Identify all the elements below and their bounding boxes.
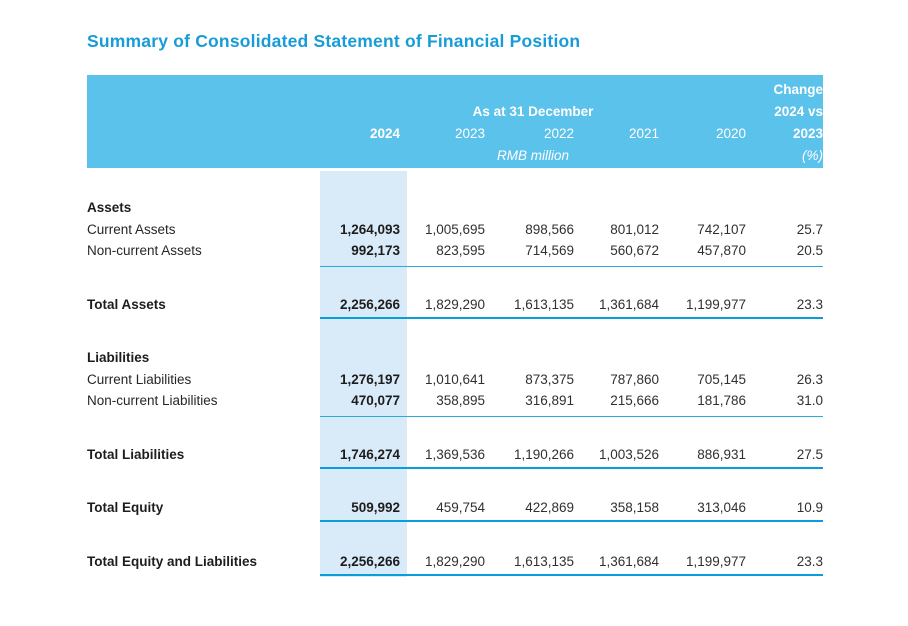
value-2024: 992,173 xyxy=(351,243,400,258)
table-header-band xyxy=(87,75,823,168)
value-change: 23.3 xyxy=(796,296,823,312)
value-2024: 1,264,093 xyxy=(339,221,400,237)
value-2021: 1,361,684 xyxy=(598,296,659,312)
row-non-current-liabilities xyxy=(87,390,823,411)
value-change: 26.3 xyxy=(796,371,823,387)
value-2021: 801,012 xyxy=(610,221,659,237)
header-percent-label: (%) xyxy=(802,147,823,163)
row-total-liabilities xyxy=(87,443,823,465)
value-2021: 215,666 xyxy=(610,393,659,408)
value-2022: 873,375 xyxy=(525,371,574,387)
value-2020: 705,145 xyxy=(697,371,746,387)
value-change: 25.7 xyxy=(796,221,823,237)
rule-thin xyxy=(320,266,823,267)
header-row-span xyxy=(87,100,823,122)
row-label: Current Assets xyxy=(87,221,176,237)
row-non-current-assets xyxy=(87,240,823,261)
value-2020: 457,870 xyxy=(697,243,746,258)
header-year-2024: 2024 xyxy=(369,125,400,141)
value-2022: 1,613,135 xyxy=(513,296,574,312)
header-row-change xyxy=(87,78,823,100)
value-2022: 316,891 xyxy=(525,393,574,408)
rule-thick xyxy=(320,520,823,522)
row-liabilities-section xyxy=(87,346,823,368)
row-label: Total Assets xyxy=(87,296,166,312)
value-2020: 181,786 xyxy=(697,393,746,408)
value-change: 31.0 xyxy=(796,393,823,408)
header-year-2021: 2021 xyxy=(628,125,659,141)
value-2021: 358,158 xyxy=(610,499,659,515)
header-year-2022: 2022 xyxy=(543,125,574,141)
page-title: Summary of Consolidated Statement of Financial Position xyxy=(87,31,581,51)
header-unit-label: RMB million xyxy=(496,147,569,163)
row-label: Non-current Assets xyxy=(87,243,202,258)
header-change-label: Change xyxy=(773,81,823,97)
value-2020: 886,931 xyxy=(697,446,746,462)
value-2022: 1,190,266 xyxy=(513,446,574,462)
row-label: Current Liabilities xyxy=(87,371,192,387)
value-2024: 1,276,197 xyxy=(339,371,400,387)
row-assets-section xyxy=(87,196,823,218)
value-2020: 1,199,977 xyxy=(685,296,746,312)
value-2024: 470,077 xyxy=(351,393,400,408)
value-2021: 787,860 xyxy=(610,371,659,387)
value-2021: 1,003,526 xyxy=(598,446,659,462)
row-label: Total Equity and Liabilities xyxy=(87,553,258,569)
value-2021: 560,672 xyxy=(610,243,659,258)
table-body xyxy=(87,168,823,576)
header-as-at-label: As at 31 December xyxy=(472,103,594,119)
rule-thick xyxy=(320,574,823,576)
value-change: 27.5 xyxy=(796,446,823,462)
value-change: 20.5 xyxy=(796,243,823,258)
value-2022: 422,869 xyxy=(525,499,574,515)
section-label: Liabilities xyxy=(87,349,150,365)
value-change: 23.3 xyxy=(796,553,823,569)
value-2024: 2,256,266 xyxy=(339,296,400,312)
financial-position-table xyxy=(87,75,823,576)
row-total-equity xyxy=(87,496,823,518)
rule-thick xyxy=(320,317,823,319)
value-2023: 823,595 xyxy=(436,243,485,258)
row-current-assets xyxy=(87,218,823,240)
rule-thick xyxy=(320,467,823,469)
value-2023: 1,369,536 xyxy=(424,446,485,462)
header-year-2020: 2020 xyxy=(715,125,746,141)
row-current-liabilities xyxy=(87,368,823,390)
row-label: Non-current Liabilities xyxy=(87,393,218,408)
value-2023: 1,005,695 xyxy=(424,221,485,237)
header-change-year: 2023 xyxy=(792,125,823,141)
value-2023: 459,754 xyxy=(436,499,485,515)
value-2021: 1,361,684 xyxy=(598,553,659,569)
value-2024: 2,256,266 xyxy=(339,553,400,569)
value-2022: 898,566 xyxy=(525,221,574,237)
section-label: Assets xyxy=(87,199,132,215)
value-2023: 1,010,641 xyxy=(424,371,485,387)
value-2023: 1,829,290 xyxy=(424,296,485,312)
row-total-assets xyxy=(87,293,823,315)
value-2023: 358,895 xyxy=(436,393,485,408)
value-2020: 313,046 xyxy=(697,499,746,515)
row-total-equity-and-liabilities xyxy=(87,550,823,572)
value-2024: 509,992 xyxy=(351,499,400,515)
row-label: Total Liabilities xyxy=(87,446,185,462)
rule-thin xyxy=(320,416,823,417)
value-2024: 1,746,274 xyxy=(339,446,400,462)
header-year-2023: 2023 xyxy=(454,125,485,141)
header-2024vs-label: 2024 vs xyxy=(774,103,823,119)
header-row-unit xyxy=(87,144,823,166)
value-change: 10.9 xyxy=(796,499,823,515)
header-row-years xyxy=(87,122,823,144)
value-2022: 714,569 xyxy=(525,243,574,258)
row-label: Total Equity xyxy=(87,499,164,515)
value-2022: 1,613,135 xyxy=(513,553,574,569)
value-2023: 1,829,290 xyxy=(424,553,485,569)
value-2020: 742,107 xyxy=(697,221,746,237)
value-2020: 1,199,977 xyxy=(685,553,746,569)
